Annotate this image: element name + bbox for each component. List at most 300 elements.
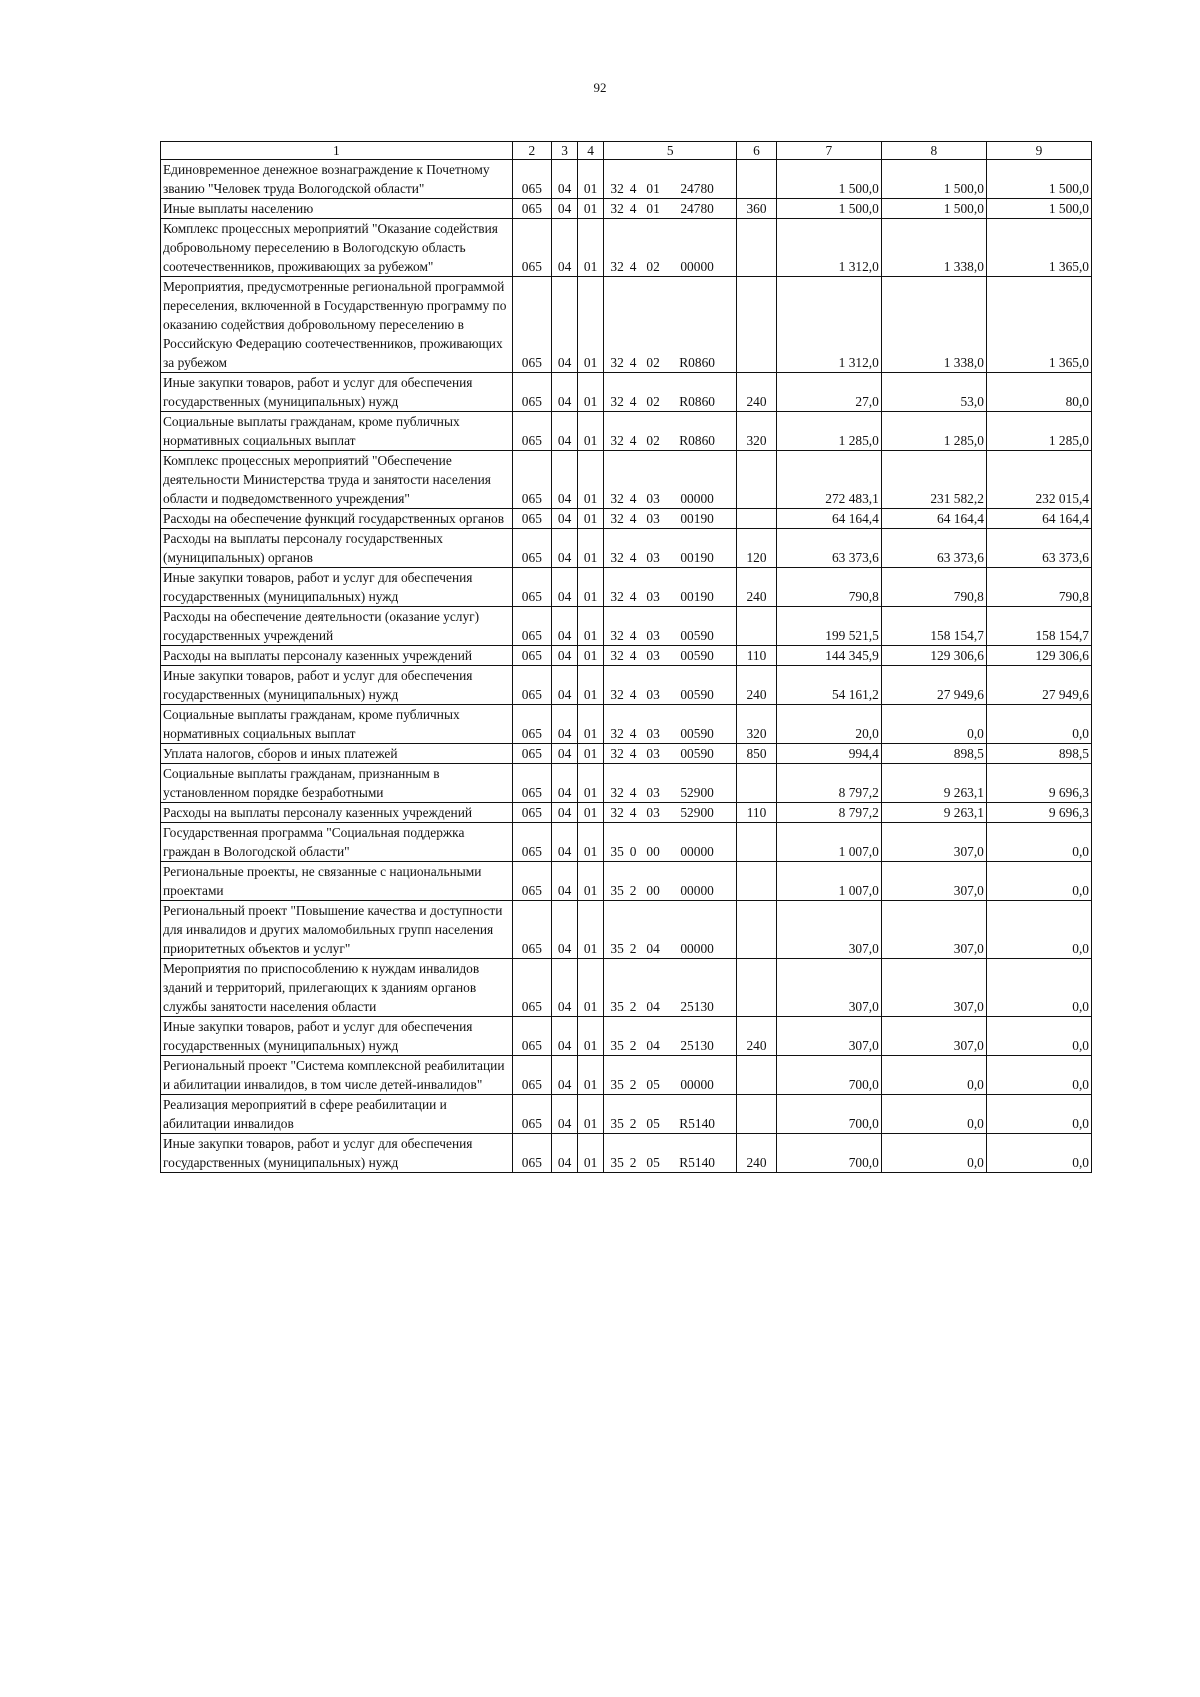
- table-row: [161, 764, 1092, 803]
- section-code-cell: 04: [552, 1056, 578, 1095]
- structure-code: 02: [646, 259, 660, 274]
- target-article-cell: [604, 607, 737, 646]
- direction-code: 00590: [680, 628, 714, 643]
- admin-code-cell: 065: [512, 373, 552, 412]
- program-code: 32: [610, 785, 624, 800]
- expense-type-cell: 120: [737, 529, 777, 568]
- section-code-cell: 04: [552, 607, 578, 646]
- expense-type-cell: [737, 862, 777, 901]
- expense-type-cell: 110: [737, 803, 777, 823]
- structure-code: 03: [646, 726, 660, 741]
- target-article-parts: [606, 626, 734, 645]
- structure-code: 03: [646, 687, 660, 702]
- amount-col9-cell: 0,0: [986, 862, 1091, 901]
- subsection-code-cell: 01: [578, 1095, 604, 1134]
- amount-col8-cell: 1 338,0: [881, 277, 986, 373]
- row-name-cell: Иные закупки товаров, работ и услуг для обеспечения государственных (муниципальных) нужд: [161, 666, 513, 705]
- subprogram-code: 4: [629, 433, 637, 448]
- amount-col7-cell: 1 007,0: [776, 823, 881, 862]
- admin-code-cell: 065: [512, 1095, 552, 1134]
- expense-type-cell: [737, 219, 777, 277]
- table-row: [161, 803, 1092, 823]
- amount-col9-cell: 63 373,6: [986, 529, 1091, 568]
- admin-code-cell: 065: [512, 412, 552, 451]
- amount-col8-cell: 129 306,6: [881, 646, 986, 666]
- section-code-cell: 04: [552, 412, 578, 451]
- amount-col8-cell: 9 263,1: [881, 764, 986, 803]
- subprogram-code: 2: [629, 941, 637, 956]
- table-body: [161, 160, 1092, 1173]
- amount-col9-cell: 1 500,0: [986, 199, 1091, 219]
- table-row: [161, 646, 1092, 666]
- subprogram-code: 4: [629, 181, 637, 196]
- section-code-cell: 04: [552, 959, 578, 1017]
- amount-col7-cell: 63 373,6: [776, 529, 881, 568]
- subsection-code-cell: 01: [578, 199, 604, 219]
- structure-code: 00: [646, 883, 660, 898]
- target-article-parts: [606, 744, 734, 763]
- subprogram-code: 4: [629, 785, 637, 800]
- structure-code: 03: [646, 785, 660, 800]
- target-article-parts: [606, 842, 734, 861]
- amount-col7-cell: 27,0: [776, 373, 881, 412]
- section-code-cell: 04: [552, 529, 578, 568]
- target-article-cell: [604, 901, 737, 959]
- row-name-cell: Иные закупки товаров, работ и услуг для обеспечения государственных (муниципальных) нужд: [161, 1017, 513, 1056]
- amount-col8-cell: 231 582,2: [881, 451, 986, 509]
- target-article-cell: [604, 160, 737, 199]
- program-code: 35: [610, 941, 624, 956]
- admin-code-cell: 065: [512, 901, 552, 959]
- program-code: 32: [610, 433, 624, 448]
- amount-col9-cell: 0,0: [986, 705, 1091, 744]
- row-name-cell: Иные выплаты населению: [161, 199, 513, 219]
- admin-code-cell: 065: [512, 1056, 552, 1095]
- direction-code: 00000: [680, 883, 714, 898]
- amount-col7-cell: 1 285,0: [776, 412, 881, 451]
- direction-code: 00590: [680, 746, 714, 761]
- header-cell: 6: [737, 142, 777, 160]
- program-code: 35: [610, 883, 624, 898]
- expense-type-cell: 240: [737, 666, 777, 705]
- amount-col9-cell: 9 696,3: [986, 764, 1091, 803]
- amount-col7-cell: 8 797,2: [776, 764, 881, 803]
- direction-code: 52900: [680, 805, 714, 820]
- row-name-cell: Расходы на обеспечение деятельности (оказание услуг) государственных учреждений: [161, 607, 513, 646]
- expense-type-cell: [737, 823, 777, 862]
- target-article-parts: [606, 1153, 734, 1172]
- subsection-code-cell: 01: [578, 823, 604, 862]
- expense-type-cell: 240: [737, 1134, 777, 1173]
- table-row: [161, 959, 1092, 1017]
- admin-code-cell: 065: [512, 705, 552, 744]
- target-article-parts: [606, 509, 734, 528]
- target-article-cell: [604, 1056, 737, 1095]
- target-article-parts: [606, 1036, 734, 1055]
- table-row: [161, 568, 1092, 607]
- row-name-cell: Государственная программа "Социальная поддержка граждан в Вологодской области": [161, 823, 513, 862]
- subsection-code-cell: 01: [578, 529, 604, 568]
- target-article-parts: [606, 431, 734, 450]
- admin-code-cell: 065: [512, 607, 552, 646]
- expense-type-cell: 320: [737, 412, 777, 451]
- subsection-code-cell: 01: [578, 277, 604, 373]
- direction-code: 00000: [680, 941, 714, 956]
- structure-code: 03: [646, 491, 660, 506]
- subsection-code-cell: 01: [578, 959, 604, 1017]
- direction-code: R0860: [679, 394, 715, 409]
- admin-code-cell: 065: [512, 666, 552, 705]
- section-code-cell: 04: [552, 160, 578, 199]
- expense-type-cell: [737, 959, 777, 1017]
- row-name-cell: Комплекс процессных мероприятий "Обеспечение деятельности Министерства труда и занятости населения области и подведомственного учреждения": [161, 451, 513, 509]
- row-name-cell: Социальные выплаты гражданам, признанным в установленном порядке безработными: [161, 764, 513, 803]
- program-code: 32: [610, 726, 624, 741]
- target-article-parts: [606, 724, 734, 743]
- program-code: 35: [610, 999, 624, 1014]
- direction-code: 00190: [680, 589, 714, 604]
- target-article-cell: [604, 373, 737, 412]
- target-article-cell: [604, 199, 737, 219]
- admin-code-cell: 065: [512, 959, 552, 1017]
- admin-code-cell: 065: [512, 744, 552, 764]
- target-article-cell: [604, 529, 737, 568]
- target-article-cell: [604, 219, 737, 277]
- admin-code-cell: 065: [512, 529, 552, 568]
- admin-code-cell: 065: [512, 803, 552, 823]
- subsection-code-cell: 01: [578, 1017, 604, 1056]
- expense-type-cell: [737, 901, 777, 959]
- direction-code: R0860: [679, 433, 715, 448]
- header-cell: 2: [512, 142, 552, 160]
- amount-col8-cell: 9 263,1: [881, 803, 986, 823]
- table-row: [161, 451, 1092, 509]
- table-row: [161, 1017, 1092, 1056]
- amount-col9-cell: 0,0: [986, 1095, 1091, 1134]
- amount-col8-cell: 27 949,6: [881, 666, 986, 705]
- amount-col8-cell: 64 164,4: [881, 509, 986, 529]
- row-name-cell: Иные закупки товаров, работ и услуг для обеспечения государственных (муниципальных) нужд: [161, 568, 513, 607]
- header-cell: 7: [776, 142, 881, 160]
- program-code: 32: [610, 259, 624, 274]
- subprogram-code: 4: [629, 491, 637, 506]
- table-row: [161, 823, 1092, 862]
- subprogram-code: 4: [629, 201, 637, 216]
- amount-col7-cell: 1 500,0: [776, 199, 881, 219]
- subprogram-code: 4: [629, 589, 637, 604]
- admin-code-cell: 065: [512, 277, 552, 373]
- target-article-parts: [606, 257, 734, 276]
- direction-code: 25130: [680, 1038, 714, 1053]
- program-code: 32: [610, 181, 624, 196]
- amount-col9-cell: 64 164,4: [986, 509, 1091, 529]
- amount-col8-cell: 307,0: [881, 959, 986, 1017]
- amount-col9-cell: 27 949,6: [986, 666, 1091, 705]
- program-code: 32: [610, 746, 624, 761]
- section-code-cell: 04: [552, 1095, 578, 1134]
- section-code-cell: 04: [552, 862, 578, 901]
- section-code-cell: 04: [552, 199, 578, 219]
- section-code-cell: 04: [552, 1017, 578, 1056]
- direction-code: 00190: [680, 550, 714, 565]
- amount-col9-cell: 0,0: [986, 1134, 1091, 1173]
- amount-col8-cell: 53,0: [881, 373, 986, 412]
- structure-code: 02: [646, 394, 660, 409]
- row-name-cell: Комплекс процессных мероприятий "Оказание содействия добровольному переселению в Вологодскую область соотечественников, проживающих за рубежом": [161, 219, 513, 277]
- direction-code: 00590: [680, 648, 714, 663]
- amount-col9-cell: 1 365,0: [986, 219, 1091, 277]
- amount-col7-cell: 144 345,9: [776, 646, 881, 666]
- subsection-code-cell: 01: [578, 803, 604, 823]
- direction-code: 00000: [680, 844, 714, 859]
- row-name-cell: Единовременное денежное вознаграждение к Почетному званию "Человек труда Вологодской области": [161, 160, 513, 199]
- amount-col8-cell: 898,5: [881, 744, 986, 764]
- header-cell: 4: [578, 142, 604, 160]
- direction-code: 00190: [680, 511, 714, 526]
- subprogram-code: 0: [629, 844, 637, 859]
- expense-type-cell: 240: [737, 373, 777, 412]
- amount-col9-cell: 1 500,0: [986, 160, 1091, 199]
- header-cell: 9: [986, 142, 1091, 160]
- subprogram-code: 4: [629, 628, 637, 643]
- target-article-cell: [604, 744, 737, 764]
- admin-code-cell: 065: [512, 1017, 552, 1056]
- table-row: [161, 862, 1092, 901]
- section-code-cell: 04: [552, 666, 578, 705]
- amount-col7-cell: 54 161,2: [776, 666, 881, 705]
- target-article-cell: [604, 1017, 737, 1056]
- target-article-parts: [606, 199, 734, 218]
- row-name-cell: Региональный проект "Система комплексной реабилитации и абилитации инвалидов, в том числе детей-инвалидов": [161, 1056, 513, 1095]
- row-name-cell: Региональные проекты, не связанные с национальными проектами: [161, 862, 513, 901]
- header-row: [161, 142, 1092, 160]
- expense-type-cell: [737, 509, 777, 529]
- amount-col9-cell: 0,0: [986, 1017, 1091, 1056]
- admin-code-cell: 065: [512, 862, 552, 901]
- table-row: [161, 607, 1092, 646]
- admin-code-cell: 065: [512, 646, 552, 666]
- program-code: 32: [610, 648, 624, 663]
- amount-col8-cell: 0,0: [881, 1134, 986, 1173]
- target-article-parts: [606, 803, 734, 822]
- table-row: [161, 412, 1092, 451]
- target-article-cell: [604, 705, 737, 744]
- header-cell: 8: [881, 142, 986, 160]
- subprogram-code: 4: [629, 550, 637, 565]
- target-article-parts: [606, 881, 734, 900]
- target-article-cell: [604, 959, 737, 1017]
- amount-col7-cell: 307,0: [776, 1017, 881, 1056]
- amount-col8-cell: 0,0: [881, 1095, 986, 1134]
- row-name-cell: Расходы на обеспечение функций государственных органов: [161, 509, 513, 529]
- expense-type-cell: 240: [737, 1017, 777, 1056]
- header-cell: 3: [552, 142, 578, 160]
- structure-code: 03: [646, 550, 660, 565]
- amount-col7-cell: 1 312,0: [776, 277, 881, 373]
- row-name-cell: Расходы на выплаты персоналу казенных учреждений: [161, 803, 513, 823]
- structure-code: 03: [646, 746, 660, 761]
- subsection-code-cell: 01: [578, 862, 604, 901]
- structure-code: 02: [646, 433, 660, 448]
- direction-code: R5140: [679, 1116, 715, 1131]
- program-code: 32: [610, 201, 624, 216]
- amount-col7-cell: 1 007,0: [776, 862, 881, 901]
- program-code: 35: [610, 1116, 624, 1131]
- subsection-code-cell: 01: [578, 764, 604, 803]
- subsection-code-cell: 01: [578, 666, 604, 705]
- program-code: 32: [610, 805, 624, 820]
- target-article-cell: [604, 646, 737, 666]
- row-name-cell: Реализация мероприятий в сфере реабилитации и абилитации инвалидов: [161, 1095, 513, 1134]
- row-name-cell: Социальные выплаты гражданам, кроме публичных нормативных социальных выплат: [161, 705, 513, 744]
- subprogram-code: 4: [629, 805, 637, 820]
- row-name-cell: Мероприятия, предусмотренные региональной программой переселения, включенной в Государственную программу по оказанию содействия добровольному переселению в Российскую Федерацию соотечественников, проживающих за рубежом: [161, 277, 513, 373]
- subprogram-code: 4: [629, 394, 637, 409]
- structure-code: 03: [646, 511, 660, 526]
- structure-code: 03: [646, 648, 660, 663]
- subsection-code-cell: 01: [578, 705, 604, 744]
- target-article-cell: [604, 666, 737, 705]
- direction-code: 00590: [680, 726, 714, 741]
- amount-col7-cell: 700,0: [776, 1056, 881, 1095]
- structure-code: 04: [646, 941, 660, 956]
- target-article-cell: [604, 764, 737, 803]
- subsection-code-cell: 01: [578, 744, 604, 764]
- table-row: [161, 160, 1092, 199]
- target-article-cell: [604, 568, 737, 607]
- admin-code-cell: 065: [512, 568, 552, 607]
- structure-code: 05: [646, 1077, 660, 1092]
- subsection-code-cell: 01: [578, 607, 604, 646]
- expense-type-cell: 240: [737, 568, 777, 607]
- amount-col9-cell: 1 285,0: [986, 412, 1091, 451]
- admin-code-cell: 065: [512, 160, 552, 199]
- admin-code-cell: 065: [512, 451, 552, 509]
- section-code-cell: 04: [552, 803, 578, 823]
- structure-code: 04: [646, 999, 660, 1014]
- expense-type-cell: [737, 1095, 777, 1134]
- table-row: [161, 277, 1092, 373]
- table-row: [161, 901, 1092, 959]
- target-article-parts: [606, 1114, 734, 1133]
- admin-code-cell: 065: [512, 509, 552, 529]
- amount-col9-cell: 158 154,7: [986, 607, 1091, 646]
- admin-code-cell: 065: [512, 1134, 552, 1173]
- program-code: 35: [610, 1155, 624, 1170]
- amount-col8-cell: 0,0: [881, 1056, 986, 1095]
- row-name-cell: Иные закупки товаров, работ и услуг для обеспечения государственных (муниципальных) нужд: [161, 373, 513, 412]
- amount-col7-cell: 272 483,1: [776, 451, 881, 509]
- admin-code-cell: 065: [512, 764, 552, 803]
- structure-code: 04: [646, 1038, 660, 1053]
- table-row: [161, 199, 1092, 219]
- target-article-parts: [606, 392, 734, 411]
- subprogram-code: 2: [629, 883, 637, 898]
- amount-col7-cell: 199 521,5: [776, 607, 881, 646]
- section-code-cell: 04: [552, 451, 578, 509]
- expense-type-cell: 850: [737, 744, 777, 764]
- amount-col8-cell: 1 338,0: [881, 219, 986, 277]
- row-name-cell: Расходы на выплаты персоналу казенных учреждений: [161, 646, 513, 666]
- program-code: 32: [610, 589, 624, 604]
- direction-code: 00000: [680, 1077, 714, 1092]
- subsection-code-cell: 01: [578, 646, 604, 666]
- subsection-code-cell: 01: [578, 1134, 604, 1173]
- subprogram-code: 4: [629, 648, 637, 663]
- amount-col7-cell: 700,0: [776, 1134, 881, 1173]
- amount-col8-cell: 790,8: [881, 568, 986, 607]
- row-name-cell: Социальные выплаты гражданам, кроме публичных нормативных социальных выплат: [161, 412, 513, 451]
- subsection-code-cell: 01: [578, 1056, 604, 1095]
- amount-col8-cell: 307,0: [881, 862, 986, 901]
- row-name-cell: Расходы на выплаты персоналу государственных (муниципальных) органов: [161, 529, 513, 568]
- target-article-parts: [606, 548, 734, 567]
- subsection-code-cell: 01: [578, 451, 604, 509]
- direction-code: 00000: [680, 259, 714, 274]
- structure-code: 05: [646, 1155, 660, 1170]
- amount-col7-cell: 20,0: [776, 705, 881, 744]
- subsection-code-cell: 01: [578, 160, 604, 199]
- direction-code: 00590: [680, 687, 714, 702]
- structure-code: 05: [646, 1116, 660, 1131]
- expense-type-cell: [737, 1056, 777, 1095]
- section-code-cell: 04: [552, 823, 578, 862]
- table-row: [161, 509, 1092, 529]
- target-article-cell: [604, 823, 737, 862]
- amount-col7-cell: 1 500,0: [776, 160, 881, 199]
- amount-col7-cell: 8 797,2: [776, 803, 881, 823]
- expense-type-cell: [737, 277, 777, 373]
- page-number: 92: [593, 80, 607, 95]
- program-code: 32: [610, 511, 624, 526]
- direction-code: 24780: [680, 181, 714, 196]
- subsection-code-cell: 01: [578, 901, 604, 959]
- direction-code: 25130: [680, 999, 714, 1014]
- subsection-code-cell: 01: [578, 219, 604, 277]
- amount-col7-cell: 64 164,4: [776, 509, 881, 529]
- program-code: 32: [610, 628, 624, 643]
- row-name-cell: Мероприятия по приспособлению к нуждам инвалидов зданий и территорий, прилегающих к зданиям органов службы занятости населения области: [161, 959, 513, 1017]
- amount-col9-cell: 0,0: [986, 901, 1091, 959]
- section-code-cell: 04: [552, 744, 578, 764]
- row-name-cell: Иные закупки товаров, работ и услуг для обеспечения государственных (муниципальных) нужд: [161, 1134, 513, 1173]
- subprogram-code: 4: [629, 746, 637, 761]
- admin-code-cell: 065: [512, 823, 552, 862]
- section-code-cell: 04: [552, 901, 578, 959]
- section-code-cell: 04: [552, 764, 578, 803]
- target-article-parts: [606, 939, 734, 958]
- table-row: [161, 1134, 1092, 1173]
- amount-col8-cell: 307,0: [881, 823, 986, 862]
- amount-col8-cell: 1 500,0: [881, 199, 986, 219]
- amount-col9-cell: 898,5: [986, 744, 1091, 764]
- expense-type-cell: [737, 451, 777, 509]
- amount-col7-cell: 1 312,0: [776, 219, 881, 277]
- subprogram-code: 4: [629, 259, 637, 274]
- target-article-cell: [604, 277, 737, 373]
- target-article-cell: [604, 509, 737, 529]
- amount-col8-cell: 63 373,6: [881, 529, 986, 568]
- program-code: 35: [610, 1038, 624, 1053]
- direction-code: 00000: [680, 491, 714, 506]
- target-article-cell: [604, 412, 737, 451]
- target-article-parts: [606, 587, 734, 606]
- section-code-cell: 04: [552, 646, 578, 666]
- subprogram-code: 2: [629, 1155, 637, 1170]
- structure-code: 03: [646, 628, 660, 643]
- section-code-cell: 04: [552, 277, 578, 373]
- table-row: [161, 1056, 1092, 1095]
